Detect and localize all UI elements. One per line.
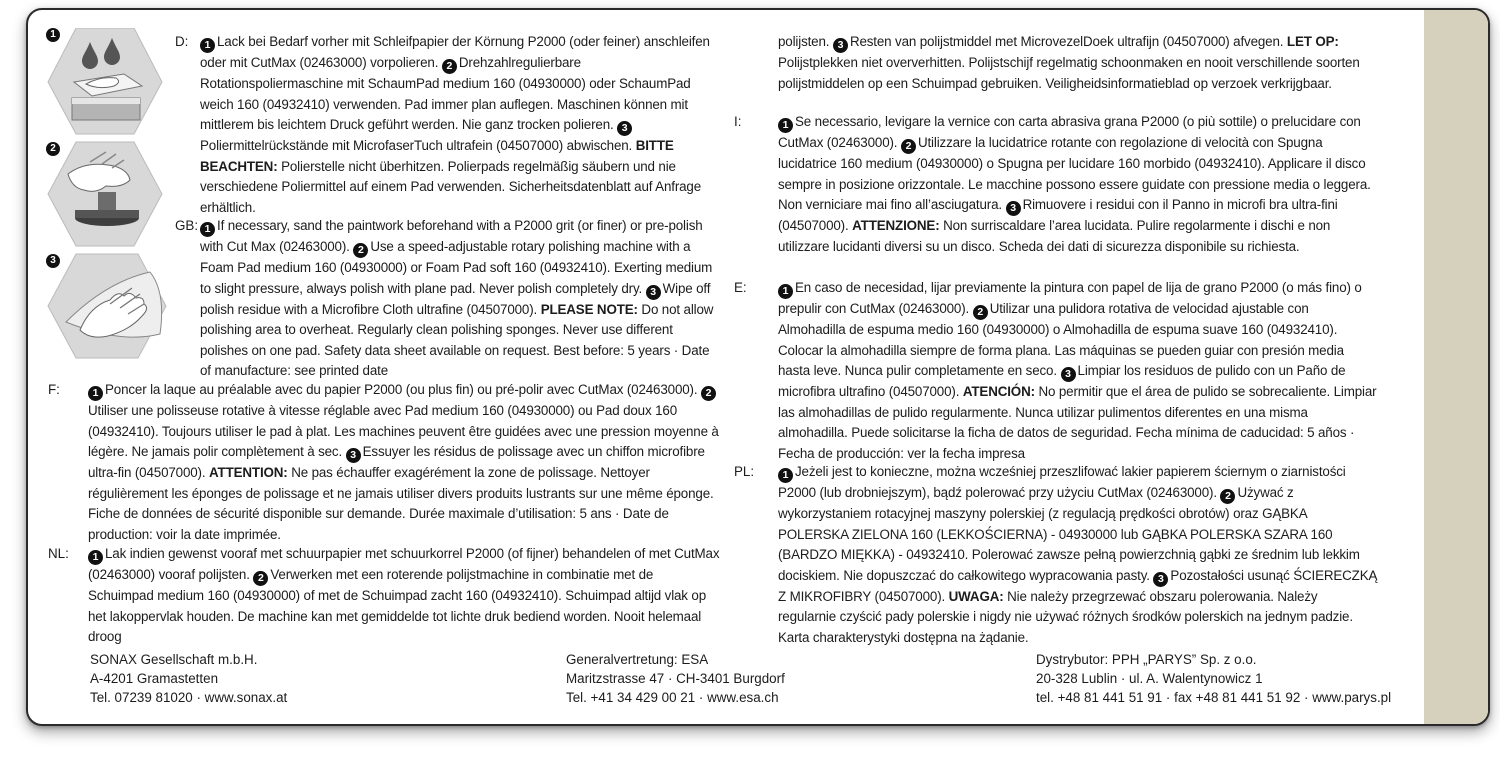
- nl-step-3: Resten van polijstmiddel met MicrovezelDoek ultrafijn (04507000) afvegen.: [849, 34, 1284, 49]
- step-3-badge: 3: [617, 121, 632, 136]
- section-es: [778, 278, 1378, 465]
- footer-esa-line: Tel. +41 34 429 00 21 · www.esa.ch: [566, 690, 779, 705]
- section-it: [778, 112, 1378, 257]
- step-2-badge: 2: [1220, 489, 1235, 504]
- lang-label-gb: GB:: [175, 218, 199, 233]
- step-3-badge: 3: [1153, 572, 1168, 587]
- de-note-label: BITTE BEACHTEN:: [200, 138, 674, 174]
- pl-note: Nie należy przegrzewać obszaru polerowania. Należy regularnie czyścić pady polerskie i nigdy nie używać różnych środków polerskich na jednym padzie. Karta charakterystyki dostępna na żądanie.: [778, 588, 1353, 645]
- step-1-badge: 1: [200, 38, 215, 53]
- nl-step-2: Verwerken met een roterende polijstmachine in combinatie met de Schuimpad medium 160 (04930000) of met de Schuimpad zacht 160 (04932410). Schuimpad altijd vlak op het lakoppervlak houden. De machine kan met gemiddelde tot lichte druk bediend worden. Nooit helemaal droog: [88, 567, 707, 645]
- pl-note-label: UWAGA:: [948, 588, 1004, 604]
- step-2-badge: 2: [253, 571, 268, 586]
- es-step-3: Limpiar los residuos de pulido con un Paño de microfibra ultrafino (04507000).: [778, 363, 1346, 400]
- lang-label-pl: PL:: [734, 464, 755, 479]
- de-step-3: Poliermittelrückstände mit MicrofaserTuch ultrafein (04507000) abwischen.: [200, 138, 633, 154]
- footer-sonax-line: A-4201 Gramastetten: [90, 671, 219, 686]
- es-note-label: ATENCIÓN:: [962, 384, 1035, 400]
- fr-step-2: Utiliser une polisseuse rotative à vitesse réglable avec Pad medium 160 (04930000) ou Pad doux 160 (04932410). Toujours utiliser le pad à plat. Les machines peuvent être guidées avec une pression moyenne à légère. Ne jamais polir complètement à sec.: [88, 403, 719, 460]
- product-label-card: [26, 8, 1490, 726]
- footer-sonax: [90, 650, 287, 707]
- fr-step-1: Poncer la laque au préalable avec du papier P2000 (ou plus fin) ou pré-polir avec CutMax (02463000).: [105, 382, 698, 397]
- step-1-badge: 1: [778, 468, 793, 483]
- footer-parys: [1036, 650, 1391, 707]
- step-2-badge: 2: [353, 243, 368, 258]
- gb-step-2: Use a speed-adjustable rotary polishing machine with a Foam Pad medium 160 (04930000) or Foam Pad soft 160 (04932410). Exerting medium to slight pressure, always polish with plane pad. Never polish completely dry.: [200, 239, 713, 296]
- section-de: [200, 32, 720, 219]
- fr-note-label: ATTENTION:: [209, 465, 288, 481]
- step-2-badge: 2: [973, 305, 988, 320]
- step-2-badge: 2: [442, 59, 457, 74]
- footer-parys-line: 20-328 Lublin · ul. A. Walentynowicz 1: [1036, 671, 1263, 686]
- footer-parys-line: tel. +48 81 441 51 91 · fax +48 81 441 51 92 · www.parys.pl: [1036, 690, 1392, 705]
- it-note-label: ATTENZIONE:: [852, 218, 940, 234]
- step-1-badge: 1: [88, 386, 103, 401]
- step-1-badge: 1: [200, 222, 215, 237]
- footer-sonax-line: Tel. 07239 81020 · www.sonax.at: [90, 690, 288, 705]
- step-3-badge: 3: [646, 285, 661, 300]
- step-3-badge: 3: [346, 448, 361, 463]
- gb-step-1: If necessary, sand the paintwork beforehand with a P2000 grit (or finer) or pre-polish with Cut Max (02463000).: [200, 218, 703, 254]
- pl-step-2: Używać z wykorzystaniem rotacyjnej maszyny polerskiej (z regulacją prędkości obrotów) oraz GĄBKA POLERSKA ZIELONA 160 (LEKKOŚCIERNA) - 04930000 lub GĄBKA POLERSKA SZARA 160 (BARDZO MIĘKKA) - 04932410. Polerować zawsze pełną powierzchnią gąbki ze średnim lub lekkim dociskiem. Nie dopuszczać do całkowitego wypracowania pasty.: [778, 485, 1360, 583]
- polishing-machine-icon: 2: [46, 140, 164, 248]
- footer-esa-line: Maritzstrasse 47 · CH-3401 Burgdorf: [566, 671, 785, 686]
- section-gb: [200, 216, 720, 382]
- step-2-badge: 2: [901, 139, 916, 154]
- section-fr: [88, 380, 720, 546]
- de-note: Polierstelle nicht überhitzen. Polierpads regelmäßig säubern und nie verschiedene Poliermittel auf einem Pad verwenden. Sicherheitsdatenblatt auf Anfrage erhältlich.: [200, 158, 702, 215]
- de-step-2: Drehzahlregulierbare Rotationspoliermaschine mit SchaumPad medium 160 (04930000) oder SchaumPad weich 160 (04932410) verwenden. Pad immer plan auflegen. Maschinen können mit mittlerem bis leichtem Druck geführt werden. Nie ganz trocken polieren.: [200, 55, 691, 133]
- de-step-1: Lack bei Bedarf vorher mit Schleifpapier der Körnung P2000 (oder feiner) anschleifen oder mit CutMax (02463000) vorpolieren.: [200, 34, 710, 70]
- lang-label-fr: F:: [48, 382, 60, 397]
- es-note: No permitir que el área de pulido se sobrecaliente. Limpiar las almohadillas de pulido regularmente. Nunca utilizar pulimentos diferentes en una misma almohadilla. Puede solicitarse la ficha de datos de seguridad. Fecha mínima de caducidad: 5 años · Fecha de producción: ver la fecha impresa: [778, 384, 1377, 461]
- gb-note: Do not allow polishing area to overheat. Regularly clean polishing sponges. Never use different polishes on one pad. Safety data sheet available on request. Best before: 5 years · Date of manufacture: see printed date: [200, 301, 714, 379]
- fr-step-3: Essuyer les résidus de polissage avec un chiffon microfibre ultra-fin (04507000).: [88, 444, 705, 481]
- it-step-3: Rimuovere i residui con il Panno in microfi bra ultra-fini (04507000).: [778, 197, 1338, 234]
- gb-note-label: PLEASE NOTE:: [540, 301, 638, 317]
- step-1-badge: 1: [88, 550, 103, 565]
- section-nl-continued: [778, 32, 1378, 94]
- step-3-badge: 3: [1006, 201, 1021, 216]
- footer-sonax-line: SONAX Gesellschaft m.b.H.: [90, 652, 258, 667]
- nl-note-label: LET OP:: [1286, 34, 1339, 49]
- lang-label-nl: NL:: [48, 546, 69, 561]
- step-2-badge: 2: [701, 386, 716, 401]
- step-1-badge: 1: [778, 284, 793, 299]
- step-3-badge: 3: [833, 38, 848, 53]
- step-1-badge: 1: [778, 118, 793, 133]
- nl-step-2-continued: polijsten.: [778, 34, 830, 49]
- lang-label-it: I:: [734, 114, 742, 129]
- it-step-1: Se necessario, levigare la vernice con carta abrasiva grana P2000 (o più sottile) o prelucidare con CutMax (02463000).: [778, 114, 1361, 150]
- lang-label-de: D:: [175, 34, 189, 49]
- fr-note: Ne pas échauffer exagérément la zone de polissage. Nettoyer régulièrement les éponges de polissage et ne jamais utiliser divers produits lustrants sur une même éponge. Fiche de données de sécurité disponible sur demande. Durée maximale d’utilisation: 5 ans · Date de production: voir la date imprimée.: [88, 465, 714, 542]
- es-step-1: En caso de necesidad, lijar previamente la pintura con papel de lija de grano P2000 (o más fino) o prepulir con CutMax (02463000).: [778, 280, 1362, 316]
- gb-step-3: Wipe off polish residue with a Microfibre Cloth ultrafine (04507000).: [200, 280, 711, 317]
- droplets-sanding-icon: 1: [46, 28, 164, 136]
- nl-note: Polijstplekken niet oververhitten. Polijstschijf regelmatig schoonmaken en nooit verschillende soorten polijstmiddelen op een Schuimpad gebruiken. Veiligheidsinformatieblad op verzoek verkrijgbaar.: [778, 55, 1360, 91]
- nl-step-1: Lak indien gewenst vooraf met schuurpapier met schuurkorrel P2000 (of fijner) behandelen of met CutMax (02463000) vooraf polijsten.: [88, 546, 720, 582]
- step-3-badge: 3: [1061, 367, 1076, 382]
- section-nl: [88, 544, 720, 648]
- pl-step-1: Jeżeli jest to konieczne, można wcześniej przeszlifować lakier papierem ściernym o ziarnistości P2000 (lub drobniejszym), bądź polerować przy użyciu CutMax (02463000).: [778, 464, 1346, 500]
- it-note: Non surriscaldare l’area lucidata. Pulire regolarmente i dischi e non utilizzare lucidanti diversi su un disco. Scheda dei dati di sicurezza disponibile su richiesta.: [778, 218, 1331, 254]
- footer-esa-line: Generalvertretung: ESA: [566, 652, 709, 667]
- lang-label-es: E:: [734, 280, 747, 295]
- pl-step-3: Pozostałości usunąć ŚCIERECZKĄ Z MIKROFIBRY (04507000).: [778, 567, 1378, 604]
- side-stripe: [1424, 10, 1488, 724]
- hand-wipe-icon: 3: [46, 252, 176, 362]
- footer-parys-line: Dystrybutor: PPH „PARYS” Sp. z o.o.: [1036, 652, 1257, 667]
- section-pl: [778, 462, 1378, 649]
- it-step-2: Utilizzare la lucidatrice rotante con regolazione di velocità con Spugna lucidatrice 160 medium (04930000) o Spugna per lucidare 160 morbido (04932410). Applicare il disco sempre in posizione orizzontale. Le macchine possono essere guidate con pressione media o leggera. Non verniciare mai fino all’asciugatura.: [778, 135, 1371, 213]
- es-step-2: Utilizar una pulidora rotativa de velocidad ajustable con Almohadilla de espuma medio 160 (04930000) o Almohadilla de espuma suave 160 (04932410). Colocar la almohadilla siempre de forma plana. Las máquinas se pueden guiar con presión media hasta leve. Nunca pulir completamente en seco.: [778, 301, 1344, 379]
- footer-esa: [566, 650, 785, 707]
